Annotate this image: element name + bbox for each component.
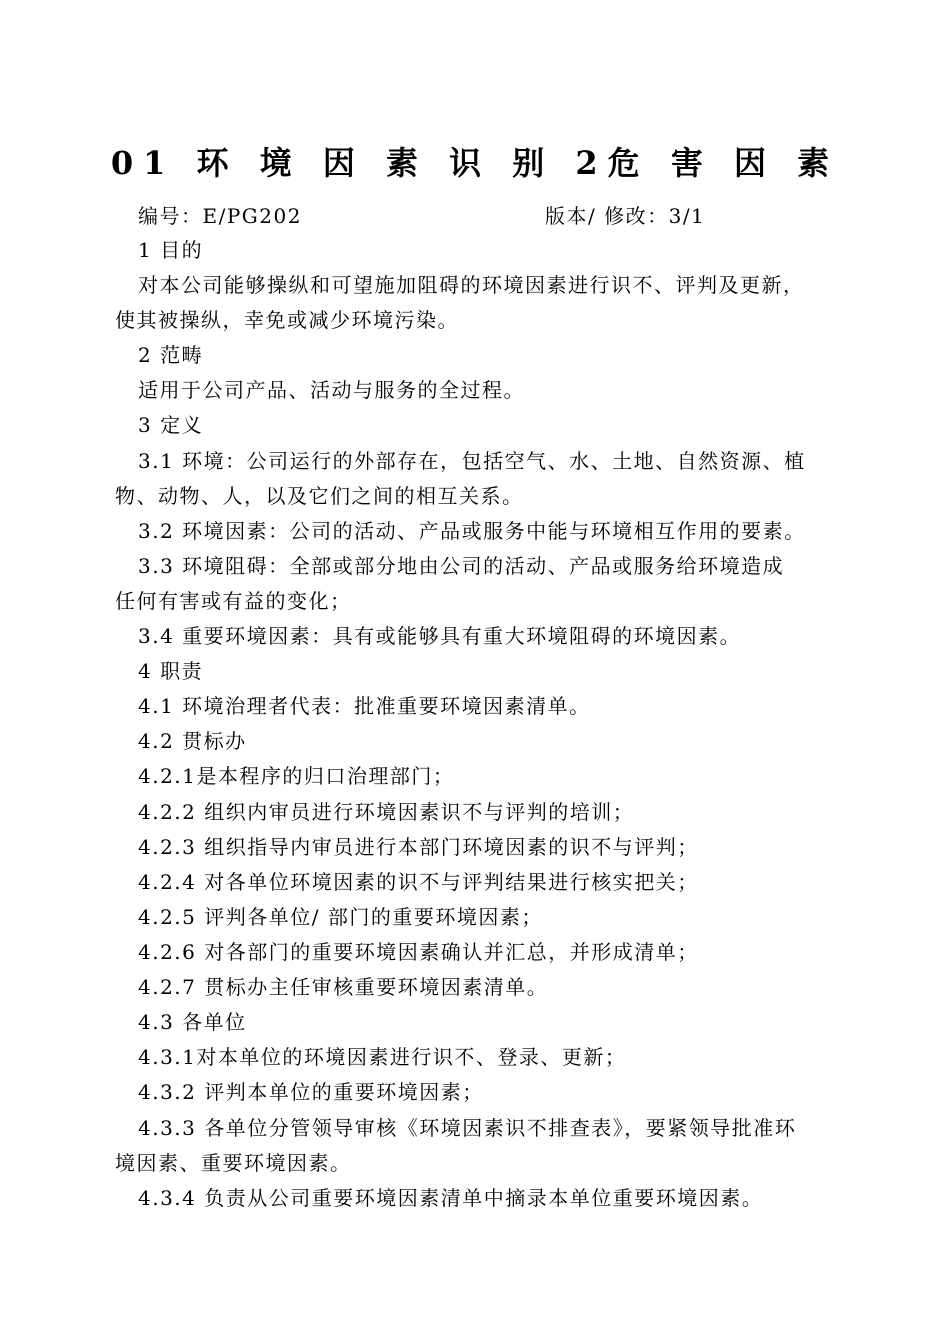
- paragraph-line: 任何有害或有益的变化；: [115, 589, 352, 613]
- subsection-heading: 4.2 贯标办: [138, 729, 247, 753]
- paragraph-line: 境因素、重要环境因素。: [115, 1151, 352, 1175]
- document-number: 编号：E/PG202: [138, 204, 302, 228]
- paragraph-line: 3.1 环境：公司运行的外部存在，包括空气、水、土地、自然资源、植: [138, 449, 806, 473]
- section-heading: 4 职责: [138, 659, 204, 683]
- section-heading: 1 目的: [138, 238, 204, 262]
- section-heading: 3 定义: [138, 413, 204, 437]
- paragraph-line: 4.2.2 组织内审员进行环境因素识不与评判的培训；: [138, 800, 635, 824]
- paragraph-line: 3.2 环境因素：公司的活动、产品或服务中能与环境相互作用的要素。: [138, 519, 806, 543]
- paragraph-line: 4.3.4 负责从公司重要环境因素清单中摘录本单位重要环境因素。: [138, 1186, 764, 1210]
- paragraph-line: 4.2.7 贯标办主任审核重要环境因素清单。: [138, 975, 549, 999]
- paragraph-line: 3.3 环境阻碍：全部或部分地由公司的活动、产品或服务给环境造成: [138, 554, 785, 578]
- paragraph-line: 3.4 重要环境因素：具有或能够具有重大环境阻碍的环境因素。: [138, 624, 742, 648]
- paragraph-line: 适用于公司产品、活动与服务的全过程。: [138, 378, 525, 402]
- paragraph-line: 4.2.4 对各单位环境因素的识不与评判结果进行核实把关；: [138, 870, 699, 894]
- paragraph-line: 使其被操纵，幸免或减少环境污染。: [115, 308, 459, 332]
- paragraph-line: 对本公司能够操纵和可望施加阻碍的环境因素进行识不、评判及更新，: [138, 273, 805, 297]
- paragraph-line: 4.2.1是本程序的归口治理部门；: [138, 764, 455, 788]
- paragraph-line: 物、动物、人，以及它们之间的相互关系。: [115, 484, 524, 508]
- paragraph-line: 4.3.3 各单位分管领导审核《环境因素识不排查表》，要紧领导批准环: [138, 1116, 797, 1140]
- paragraph-line: 4.2.3 组织指导内审员进行本部门环境因素的识不与评判；: [138, 835, 699, 859]
- paragraph-line: 4.1 环境治理者代表：批准重要环境因素清单。: [138, 694, 591, 718]
- paragraph-line: 4.2.5 评判各单位/ 部门的重要环境因素；: [138, 905, 543, 929]
- paragraph-line: 4.3.2 评判本单位的重要环境因素；: [138, 1080, 484, 1104]
- subsection-heading: 4.3 各单位: [138, 1010, 247, 1034]
- section-heading: 2 范畴: [138, 343, 204, 367]
- document-version: 版本/ 修改：3/1: [545, 204, 706, 228]
- document-title: 01 环 境 因 素 识 别 2危 害 因 素: [110, 144, 840, 182]
- paragraph-line: 4.3.1对本单位的环境因素进行识不、登录、更新；: [138, 1045, 627, 1069]
- paragraph-line: 4.2.6 对各部门的重要环境因素确认并汇总，并形成清单；: [138, 940, 699, 964]
